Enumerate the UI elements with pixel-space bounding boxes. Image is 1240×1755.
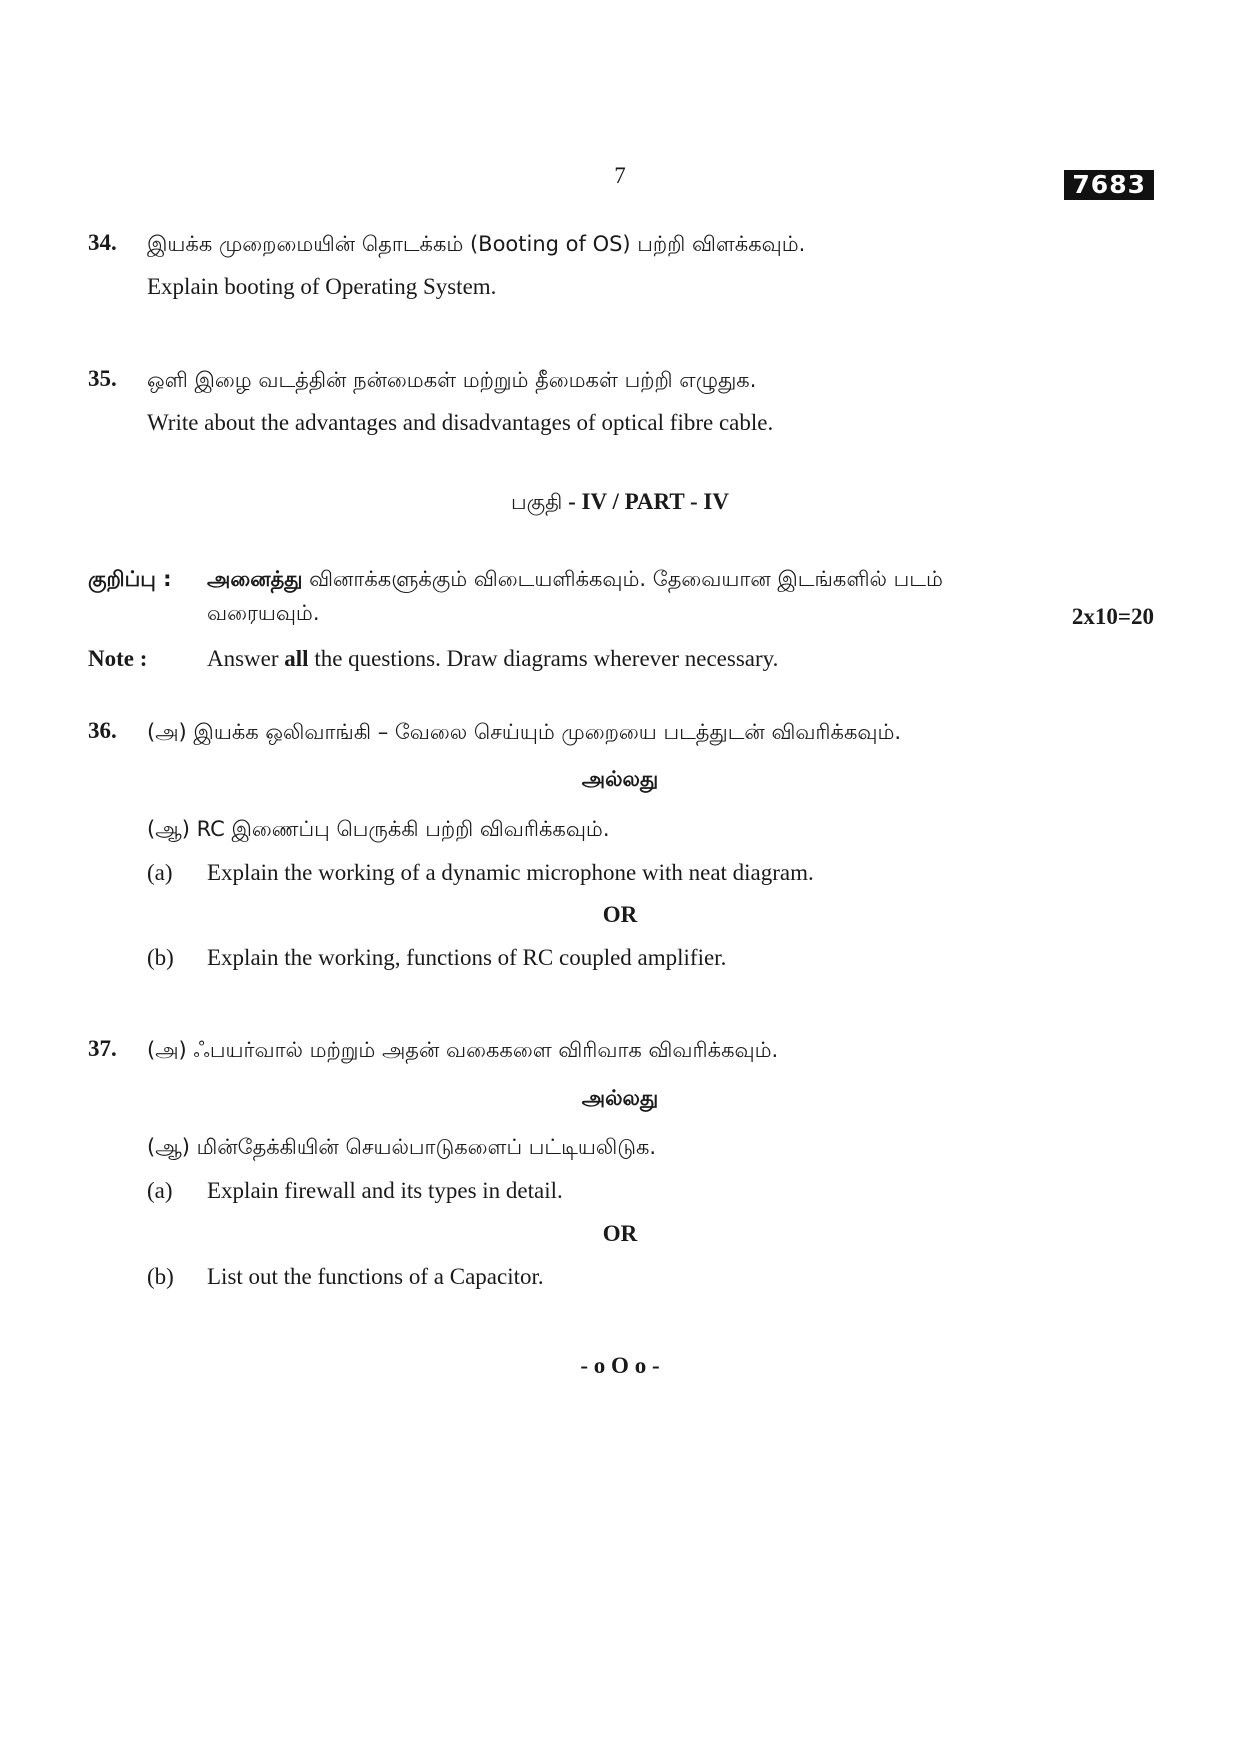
paper-code-badge: 7683	[1064, 170, 1154, 200]
question-37-or-english: OR	[602, 1221, 638, 1246]
question-number-37: 37.	[88, 1036, 117, 1061]
question-number-36: 36.	[88, 718, 117, 743]
question-37a-label: (a)	[147, 1178, 173, 1203]
question-34-tamil: இயக்க முறைமையின் தொடக்கம் (Booting of OS) பற்றி விளக்கவும்.	[147, 232, 806, 256]
note-tamil-line1	[207, 567, 943, 594]
note-label-tamil: குறிப்பு :	[88, 567, 172, 591]
question-37b-tamil: (ஆ) மின்தேக்கியின் செயல்பாடுகளைப் பட்டியலிடுக.	[147, 1135, 657, 1159]
question-34-english: Explain booting of Operating System.	[147, 274, 497, 299]
part-heading-english: - IV / PART - IV	[562, 489, 729, 514]
question-37b-label: (b)	[147, 1264, 174, 1289]
note-tamil-text: வினாக்களுக்கும் விடையளிக்கவும். தேவையான இடங்களில் படம்	[302, 567, 943, 591]
question-35-english: Write about the advantages and disadvantages of optical fibre cable.	[147, 410, 774, 435]
note-en-all: all	[284, 646, 309, 671]
question-37a-english: Explain firewall and its types in detail.	[207, 1178, 563, 1203]
part-heading	[0, 489, 1240, 517]
note-label-english: Note :	[88, 646, 148, 671]
question-37b-english: List out the functions of a Capacitor.	[207, 1264, 544, 1289]
question-number-34: 34.	[88, 230, 117, 255]
question-36b-english: Explain the working, functions of RC coupled amplifier.	[207, 945, 727, 970]
question-36b-tamil: (ஆ) RC இணைப்பு பெருக்கி பற்றி விவரிக்கவும்.	[147, 817, 610, 841]
question-number-35: 35.	[88, 366, 117, 391]
question-37-or-tamil: அல்லது	[581, 1086, 659, 1110]
question-36-or-tamil: அல்லது	[581, 767, 659, 791]
note-english-text	[207, 646, 778, 672]
note-tamil-line2: வரையவும்.	[207, 601, 320, 625]
question-36a-english: Explain the working of a dynamic microphone with neat diagram.	[207, 860, 814, 885]
note-tamil-all: அனைத்து	[207, 567, 303, 591]
note-en-pre: Answer	[207, 646, 285, 671]
question-36a-label: (a)	[147, 860, 173, 885]
end-of-paper-mark: - o O o -	[580, 1353, 660, 1378]
note-en-post: the questions. Draw diagrams wherever necessary.	[308, 646, 779, 671]
part-heading-tamil: பகுதி	[511, 490, 563, 514]
question-36-or-english: OR	[602, 902, 638, 927]
question-36b-label: (b)	[147, 945, 174, 970]
question-35-tamil: ஒளி இழை வடத்தின் நன்மைகள் மற்றும் தீமைகள் பற்றி எழுதுக.	[147, 368, 757, 392]
question-37a-tamil: (அ) ஃபயர்வால் மற்றும் அதன் வகைகளை விரிவாக விவரிக்கவும்.	[147, 1038, 779, 1062]
question-36a-tamil: (அ) இயக்க ஒலிவாங்கி – வேலை செய்யும் முறையை படத்துடன் விவரிக்கவும்.	[147, 720, 902, 744]
page-number: 7	[614, 163, 626, 188]
marks-allocation: 2x10=20	[1071, 604, 1154, 629]
